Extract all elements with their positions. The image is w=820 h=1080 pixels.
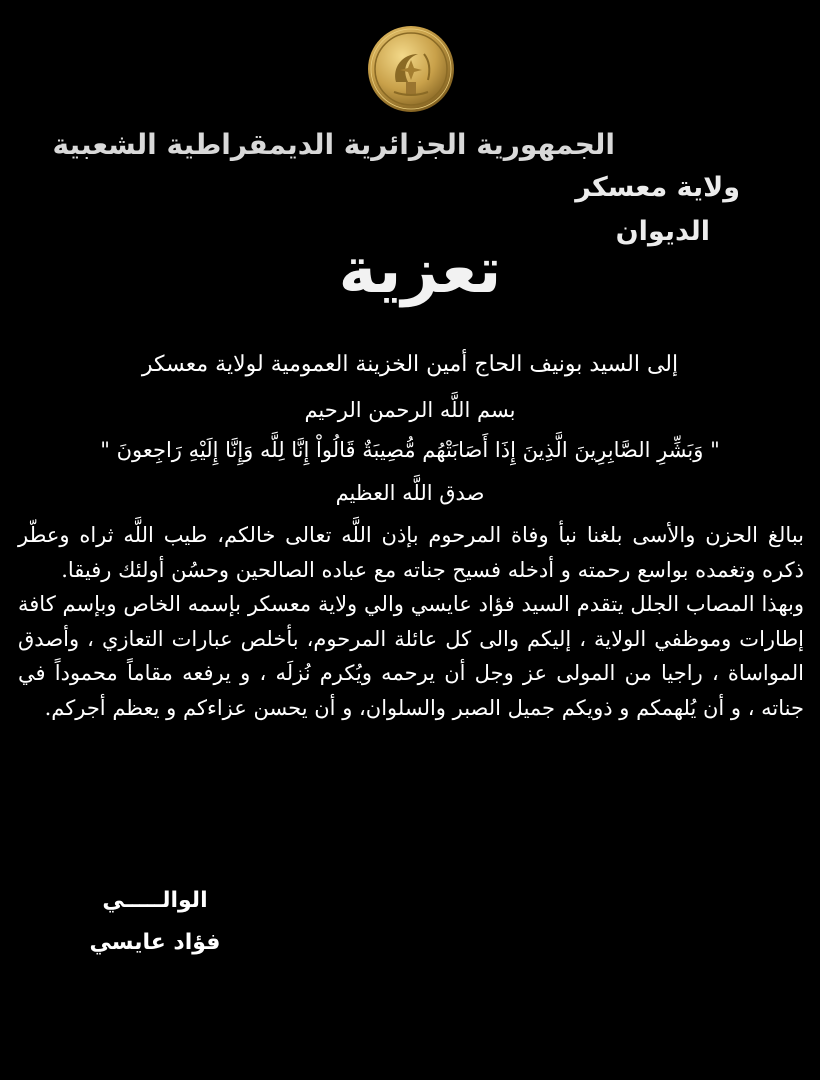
page-title: تعزية [338, 234, 502, 308]
office-heading: الديوان [615, 216, 710, 247]
wilaya-heading: ولاية معسكر [575, 172, 740, 203]
signature-name: فؤاد عايسي [89, 930, 221, 955]
republic-heading: الجمهورية الجزائرية الديمقراطية الشعبية [52, 128, 615, 161]
basmala-line: بسم اللَّه الرحمن الرحيم [304, 398, 516, 422]
body-paragraph-1: ببالغ الحزن والأسى بلغنا نبأ وفاة المرحوم بإذن اللَّه تعالى خالكم، طيب اللَّه ثراه وعطّر ذكره وتغمده بواسع رحمته و أدخله فسيح جناته مع عباده الصالحين وحسُن أولئك رفيقا. [18, 523, 804, 582]
condolence-body [18, 518, 804, 725]
sadaqa-line: صدق اللَّه العظيم [335, 481, 485, 505]
signature-title: الوالـــــي [102, 888, 208, 913]
quran-verse: " وَبَشِّرِ الصَّابِرِينَ الَّذِينَ إِذَا أَصَابَتْهُم مُّصِيبَةٌ قَالُواْ إِنَّا لِلَّه وَإِنَّا إِلَيْهِ رَاجِعونَ " [100, 438, 720, 462]
algeria-state-emblem-icon [366, 24, 456, 114]
body-paragraph-2: وبهذا المصاب الجلل يتقدم السيد فؤاد عايسي والي ولاية معسكر بإسمه الخاص وبإسم كافة إطارات وموظفي الولاية ، إليكم والى كل عائلة المرحوم، بأخلص عبارات التعازي ، وأصدق المواساة ، راجيا من المولى عز وجل أن يرحمه ويُكرم نُزلَه ، و يرفعه مقاماً محموداً في جناته ، و أن يُلهمكم و ذويكم جميل الصبر والسلوان، و أن يحسن عزاءكم و يعظم أجركم. [18, 592, 804, 720]
addressee-line: إلى السيد بونيف الحاج أمين الخزينة العمومية لولاية معسكر [141, 352, 679, 377]
